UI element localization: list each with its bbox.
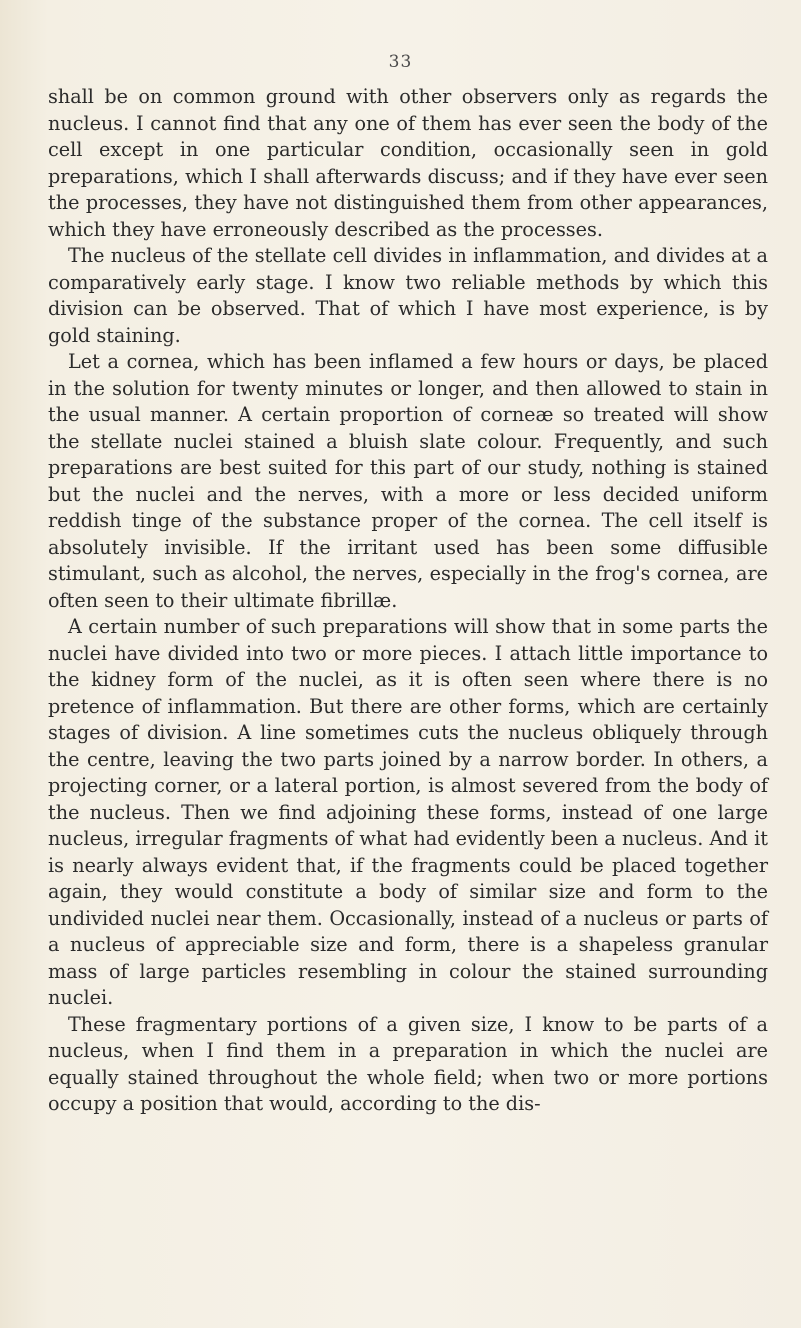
paragraph-3: Let a cornea, which has been inflamed a few hours or days, be placed in the solution for twenty minutes or longer, and then allowed to stain in the usual manner. A certain proportion of corneæ so treated will show the stellate nuclei stained a bluish slate colour. Frequently, and such preparations are best suited for this part of our study, nothing is stained but the nuclei and the nerves, with a more or less decided uniform reddish tinge of the substance proper of the cornea. The cell itself is absolutely invisible. If the irritant used has been some diffusible stimulant, such as alcohol, the nerves, especially in the frog's cornea, are often seen to their ultimate fibrillæ. bbox=[48, 350, 768, 612]
paragraph-2: The nucleus of the stellate cell divides in inflammation, and divides at a comparatively early stage. I know two reliable methods by which this division can be observed. That of which I have most experience, is by gold staining. bbox=[48, 244, 768, 347]
paragraph-1: shall be on common ground with other observers only as regards the nucleus. I cannot find that any one of them has ever seen the body of the cell except in one particular condition, occasionally seen in gold preparations, which I shall afterwards discuss; and if they have ever seen the processes, they have not distinguished them from other appearances, which they have erroneously described as the processes. bbox=[48, 85, 768, 241]
paragraph-4: A certain number of such preparations will show that in some parts the nuclei have divided into two or more pieces. I attach little importance to the kidney form of the nuclei, as it is often seen where there is no pretence of inflammation. But there are other forms, which are certainly stages of division. A line sometimes cuts the nucleus obliquely through the centre, leaving the two parts joined by a narrow border. In others, a projecting corner, or a lateral portion, is almost severed from the body of the nucleus. Then we find adjoining these forms, instead of one large nucleus, irregular fragments of what had evidently been a nucleus. And it is nearly always evident that, if the fragments could be placed together again, they would constitute a body of similar size and form to the undivided nuclei near them. Occasionally, instead of a nucleus or parts of a nucleus of appreciable size and form, there is a shapeless granular mass of large particles resembling in colour the stained surrounding nuclei. bbox=[48, 615, 768, 1009]
page-number: 33 bbox=[388, 52, 413, 72]
paragraph-5: These fragmentary portions of a given size, I know to be parts of a nucleus, when I find them in a preparation in which the nuclei are equally stained throughout the whole field; when two or more portions occupy a position that would, according to the dis- bbox=[48, 1012, 768, 1115]
body-text bbox=[48, 84, 768, 1118]
